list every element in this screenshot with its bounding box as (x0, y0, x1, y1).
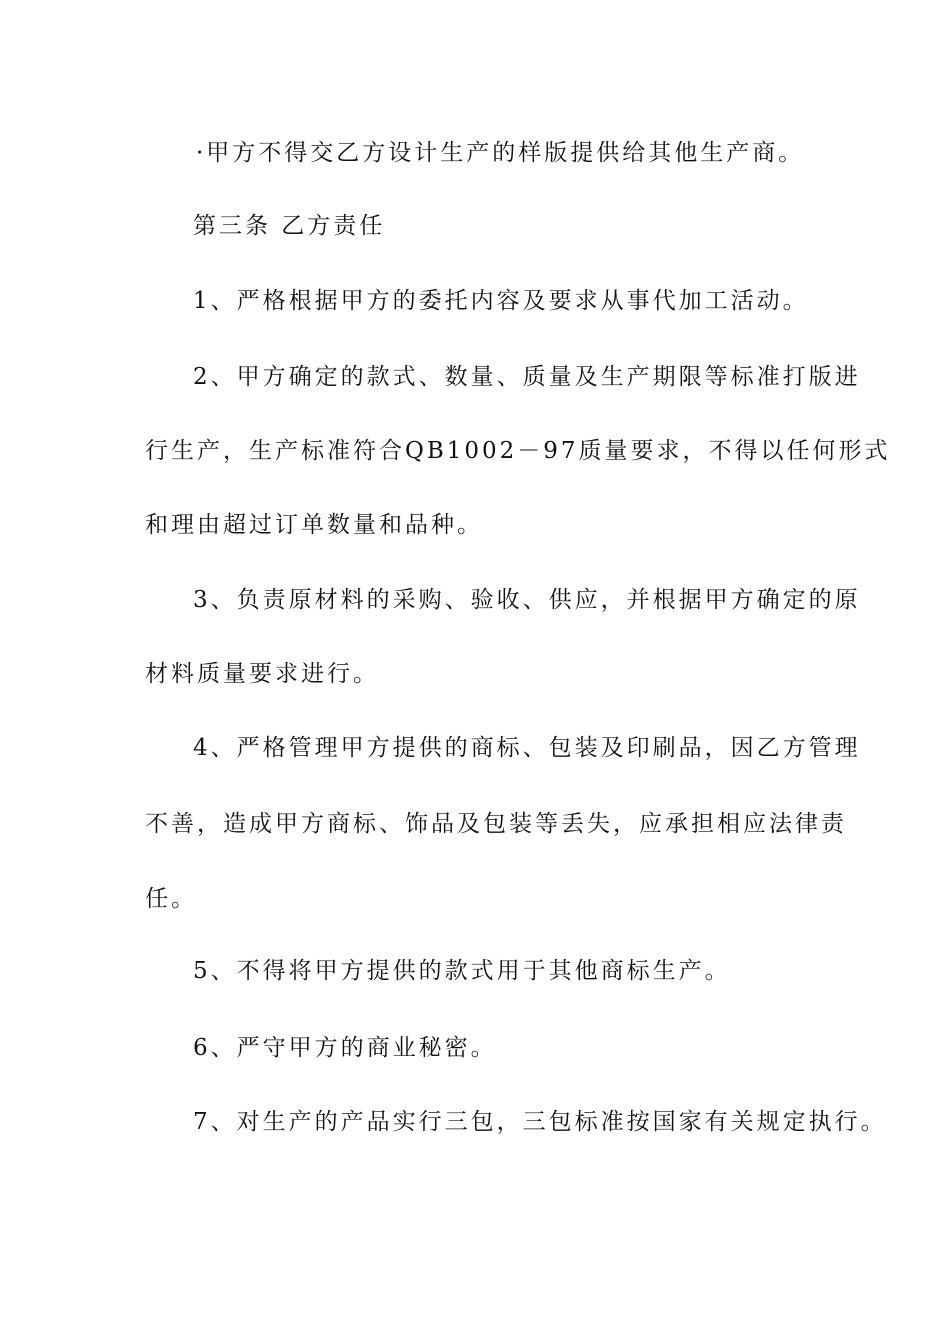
paragraph-line: ·甲方不得交乙方设计生产的样版提供给其他生产商。 (196, 140, 805, 166)
paragraph-line: 1、严格根据甲方的委托内容及要求从事代加工活动。 (193, 288, 809, 314)
paragraph-line: 6、严守甲方的商业秘密。 (193, 1035, 497, 1061)
paragraph-line: 2、甲方确定的款式、数量、质量及生产期限等标准打版进 (193, 364, 861, 390)
paragraph-line: 3、负责原材料的采购、验收、供应，并根据甲方确定的原 (193, 587, 861, 613)
paragraph-line: 4、严格管理甲方提供的商标、包装及印刷品，因乙方管理 (193, 735, 861, 761)
paragraph-line: 不善，造成甲方商标、饰品及包装等丢失，应承担相应法律责 (145, 811, 847, 837)
paragraph-line: 材料质量要求进行。 (145, 661, 379, 687)
paragraph-line: 5、不得将甲方提供的款式用于其他商标生产。 (193, 958, 731, 984)
section-heading: 第三条 乙方责任 (193, 213, 386, 239)
paragraph-line: 和理由超过订单数量和品种。 (145, 512, 483, 538)
paragraph-line: 任。 (145, 886, 197, 912)
paragraph-line: 行生产，生产标准符合QB1002－97质量要求，不得以任何形式 (145, 438, 891, 464)
paragraph-line: 7、对生产的产品实行三包，三包标准按国家有关规定执行。 (193, 1109, 887, 1135)
